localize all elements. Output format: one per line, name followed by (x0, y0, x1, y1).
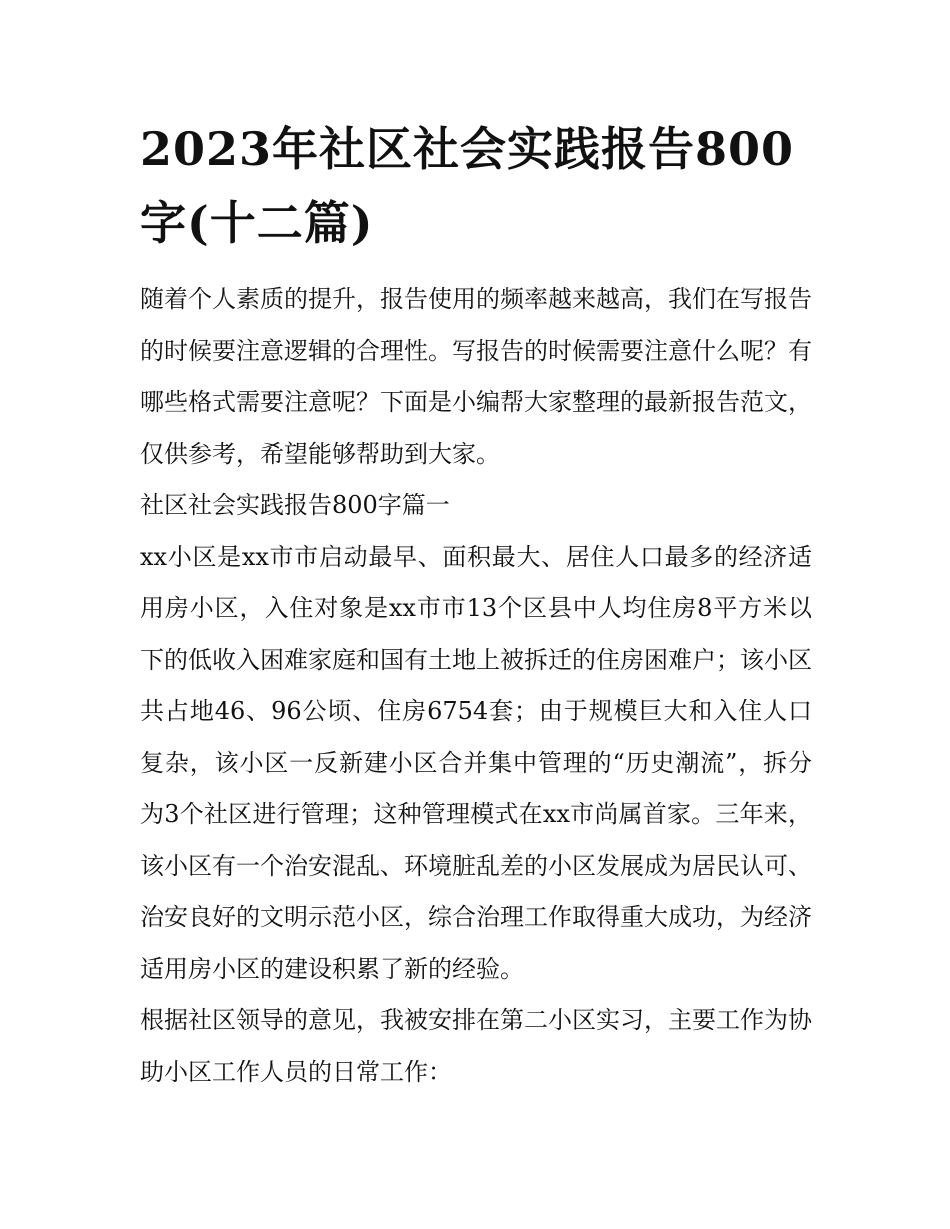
body-paragraph-1: xx小区是xx市市启动最早、面积最大、居住人口最多的经济适用房小区，入住对象是xx市市13个区县中人均住房8平方米以下的低收入困难家庭和国有土地上被拆迁的住房困难户；该小区共占地46、96公顷、住房6754套；由于规模巨大和入住人口复杂，该小区一反新建小区合并集中管理的“历史潮流”，拆分为3个社区进行管理；这种管理模式在xx市尚属首家。三年来，该小区有一个治安混乱、环境脏乱差的小区发展成为居民认可、治安良好的文明示范小区，综合治理工作取得重大成功，为经济适用房小区的建设积累了新的经验。 (140, 542, 812, 983)
section-heading: 社区社会实践报告800字篇一 (140, 491, 450, 519)
body-paragraph-2: 根据社区领导的意见，我被安排在第二小区实习，主要工作为协助小区工作人员的日常工作： (140, 1006, 812, 1086)
title-block (140, 112, 812, 260)
intro-paragraph: 随着个人素质的提升，报告使用的频率越来越高，我们在写报告的时候要注意逻辑的合理性。写报告的时候需要注意什么呢？有哪些格式需要注意呢？下面是小编帮大家整理的最新报告范文，仅供参考，希望能够帮助到大家。 (140, 285, 812, 468)
document-page (140, 112, 812, 1098)
document-title: 2023年社区社会实践报告800字(十二篇) (140, 122, 795, 250)
